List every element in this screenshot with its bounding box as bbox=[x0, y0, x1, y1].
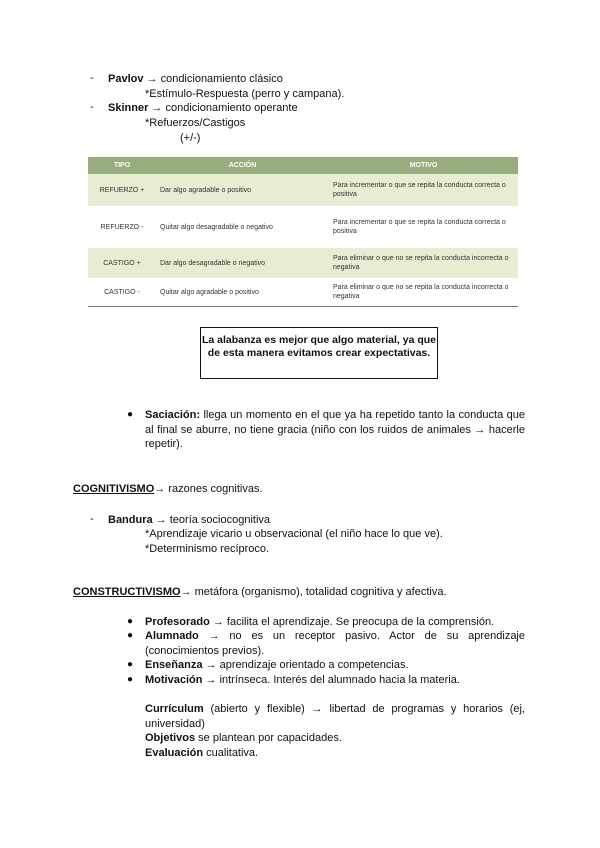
pavlov-text: → condicionamiento clásico bbox=[143, 73, 283, 85]
ensenanza-item bbox=[145, 658, 409, 672]
table-header-row bbox=[88, 157, 518, 174]
skinner-detail: *Refuerzos/Castigos bbox=[145, 117, 246, 129]
curriculum-text: (abierto y flexible) → libertad de programas y horarios (ej, universidad) bbox=[145, 703, 525, 730]
motivacion-text: → intrínseca. Interés del alumnado hacia la materia. bbox=[202, 674, 460, 686]
curriculum-term: Currículum bbox=[145, 703, 204, 715]
table-cell-motivo: Para incrementar o que se repita la conducta correcta o positiva bbox=[333, 219, 506, 235]
table-row bbox=[88, 174, 518, 206]
objetivos-text: se plantean por capacidades. bbox=[195, 732, 342, 744]
bullet-dot: ● bbox=[127, 630, 134, 641]
table-cell-motivo: Para eliminar o que no se repita la conducta incorrecta o negativa bbox=[329, 248, 518, 278]
table-row bbox=[88, 248, 518, 278]
table-header-tipo: TIPO bbox=[88, 157, 156, 174]
bandura-detail-1: *Aprendizaje vicario u observacional (el niño hace lo que ve). bbox=[145, 528, 443, 540]
table-header-accion: ACCIÓN bbox=[156, 157, 329, 174]
saciacion-term: Saciación: bbox=[145, 409, 201, 421]
profesorado-term: Profesorado bbox=[145, 616, 210, 628]
bullet-dot: ● bbox=[127, 659, 134, 670]
table-row bbox=[88, 206, 518, 248]
pavlov-name: Pavlov bbox=[108, 73, 144, 85]
reinforcement-table bbox=[88, 157, 518, 307]
cognitivismo-text: → razones cognitivas. bbox=[154, 483, 263, 495]
table-cell-tipo: REFUERZO + bbox=[88, 174, 156, 206]
table-header-motivo: MOTIVO bbox=[329, 157, 518, 174]
table-cell-tipo: CASTIGO - bbox=[88, 278, 156, 307]
curriculum-paragraph bbox=[145, 702, 525, 731]
alumnado-item bbox=[145, 629, 525, 658]
table-cell-accion: Dar algo desagradable o negativo bbox=[156, 248, 329, 278]
list-dash: - bbox=[90, 72, 94, 84]
bullet-dot: ● bbox=[127, 409, 134, 420]
objetivos-line bbox=[145, 731, 342, 745]
table-cell-accion: Dar algo agradable o positivo bbox=[156, 174, 329, 206]
bandura-name: Bandura bbox=[108, 514, 153, 526]
saciacion-paragraph bbox=[145, 408, 525, 452]
bandura-detail-2: *Determinismo recíproco. bbox=[145, 543, 270, 555]
skinner-detail-signs: (+/-) bbox=[180, 132, 201, 144]
bullet-dot: ● bbox=[127, 674, 134, 685]
alumnado-text: → no es un receptor pasivo. Actor de su aprendizaje (conocimientos previos). bbox=[145, 630, 525, 657]
praise-callout: La alabanza es mejor que algo material, ya que de esta manera evitamos crear expectativas. bbox=[200, 327, 438, 379]
bandura-text: → teoría sociocognitiva bbox=[152, 514, 271, 526]
motivacion-term: Motivación bbox=[145, 674, 203, 686]
saciacion-text: llega un momento en el que ya ha repetido tanto la conducta que al final se aburre, no tiene gracia (niño con los ruidos de animales → hacerle repetir). bbox=[145, 409, 525, 450]
ensenanza-term: Enseñanza bbox=[145, 659, 203, 671]
objetivos-term: Objetivos bbox=[145, 732, 196, 744]
cognitivismo-line bbox=[73, 482, 263, 496]
constructivismo-text: → metáfora (organismo), totalidad cognitiva y afectiva. bbox=[180, 586, 447, 598]
table-row bbox=[88, 278, 518, 307]
bullet-dot: ● bbox=[127, 616, 134, 627]
constructivismo-heading: CONSTRUCTIVISMO bbox=[73, 586, 181, 598]
alumnado-term: Alumnado bbox=[145, 630, 199, 642]
list-dash: - bbox=[90, 513, 94, 525]
skinner-name: Skinner bbox=[108, 102, 149, 114]
motivacion-item bbox=[145, 673, 460, 687]
profesorado-item bbox=[145, 615, 494, 629]
pavlov-line bbox=[108, 72, 283, 86]
pavlov-detail: *Estímulo-Respuesta (perro y campana). bbox=[145, 88, 345, 100]
bandura-line bbox=[108, 513, 270, 527]
table-cell-accion: Quitar algo desagradable o negativo bbox=[160, 223, 273, 231]
table-cell-tipo: REFUERZO - bbox=[100, 223, 144, 231]
table-cell-tipo: CASTIGO + bbox=[88, 248, 156, 278]
evaluacion-line bbox=[145, 746, 258, 760]
evaluacion-term: Evaluación bbox=[145, 747, 204, 759]
profesorado-text: → facilita el aprendizaje. Se preocupa de la comprensión. bbox=[209, 616, 495, 628]
table-cell-accion: Quitar algo agradable o positivo bbox=[156, 278, 329, 307]
cognitivismo-heading: COGNITIVISMO bbox=[73, 483, 155, 495]
table-cell-motivo: Para eliminar o que no se repita la conducta incorrecta o negativa bbox=[329, 278, 518, 307]
evaluacion-text: cualitativa. bbox=[203, 747, 259, 759]
skinner-line bbox=[108, 101, 298, 115]
table-cell-motivo: Para incrementar o que se repita la conducta correcta o positiva bbox=[329, 174, 518, 206]
constructivismo-line bbox=[73, 585, 447, 599]
list-dash: - bbox=[90, 101, 94, 113]
ensenanza-text: → aprendizaje orientado a competencias. bbox=[202, 659, 409, 671]
skinner-text: → condicionamiento operante bbox=[148, 102, 298, 114]
